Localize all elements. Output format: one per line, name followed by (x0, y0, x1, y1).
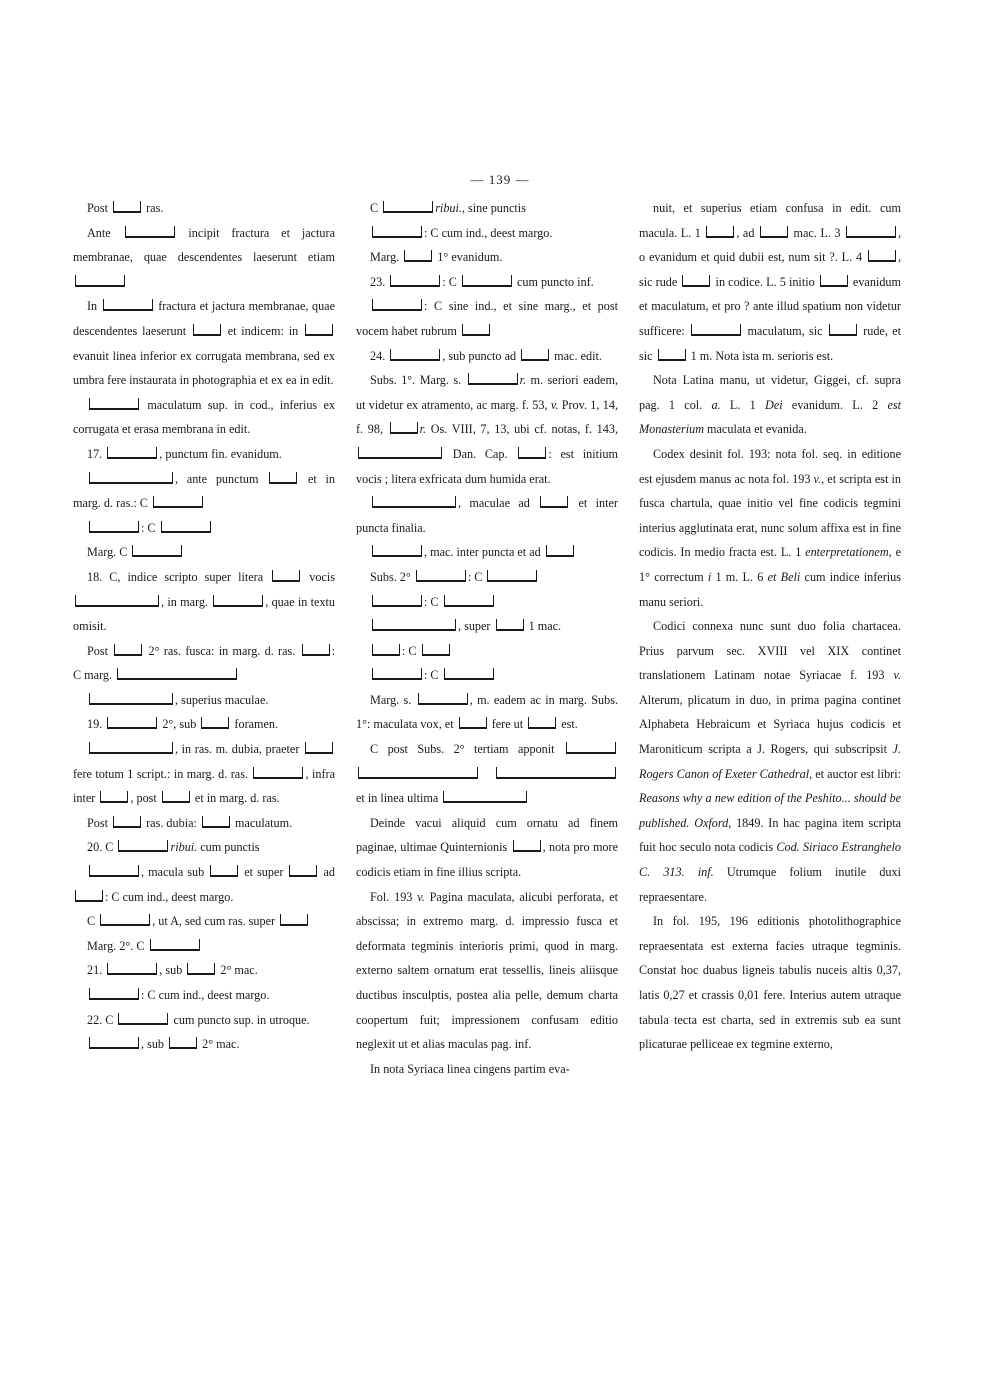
paragraph (73, 860, 335, 909)
text-run: evanidum et maculatum, et pro ? ante illud spatium non videtur sufficere: (639, 274, 901, 338)
text-run: Subs. 2° (370, 569, 414, 584)
syriac-word (75, 890, 103, 902)
text-run: incipit fractura et jactura membranae, quae descendentes laeserunt etiam (73, 225, 335, 265)
text-run: In fol. 195, 196 editionis photolithographice repraesentata est externa facies utraque tegminis. Constat hoc duabus ligneis tabulis nuceis altis 0,37, latis 0,27 et crassis 0,01 fere. Interius autem utraque tabula tecta est charta, sed in extremis sub ea sunt plicaturae pelliceae ex tegmine externo, (639, 914, 901, 1052)
syriac-word (459, 717, 487, 729)
text-run: fere totum 1 script.: in marg. d. ras. (73, 766, 252, 781)
paragraph (356, 344, 618, 369)
syriac-word (132, 545, 182, 557)
paragraph (73, 1008, 335, 1033)
syriac-word (210, 865, 238, 877)
syriac-word (521, 349, 549, 361)
syriac-word (566, 742, 616, 754)
syriac-word (462, 275, 512, 287)
italic-text: enterpretationem, (805, 545, 892, 560)
text-run: : C sine ind., et sine marg., et post vocem habet rubrum (356, 299, 618, 338)
syriac-word (372, 668, 422, 680)
syriac-word (372, 545, 422, 557)
text-run: Prov. 1, 14, f. 98, (356, 397, 618, 437)
syriac-word (846, 226, 896, 238)
syriac-word (383, 201, 433, 213)
syriac-word (462, 324, 490, 336)
text-run: , macula sub (141, 865, 209, 880)
italic-text: v. (417, 889, 425, 904)
paragraph (639, 614, 901, 909)
text-run: Deinde vacui aliquid cum ornatu ad finem paginae, ultimae Quinternionis (356, 815, 618, 855)
syriac-word (760, 226, 788, 238)
text-run: evanuit linea inferior ex corrugata membrana, sed ex umbra fere instaurata in photographia et ex ea in edit. (73, 348, 335, 388)
text-run: , maculae ad (458, 496, 539, 511)
text-run: Nota Latina manu, ut videtur, Giggei, cf. supra pag. 1 col. (639, 373, 901, 412)
text-run: Pagina maculata, alicubi perforata, et abscissa; in extremo marg. d. impressio fusca et deformata tegminis interioris primi, quod in marg. externo saltem ornatum erat tessellis, lineis aliisque ductibus insculptis, postea alia pelle, demum charta coopertum fuit; impressionem confusam editio neglexit ut et alias maculas pag. inf. (356, 889, 618, 1052)
text-run: maculatum, sic (743, 323, 827, 338)
text-run: 20. C (87, 840, 117, 855)
syriac-word (113, 201, 141, 213)
text-run: , sub (141, 1037, 168, 1052)
text-run: cum indice inferius manu seriori. (639, 569, 901, 609)
syriac-word (150, 939, 200, 951)
italic-text: ribui. (170, 840, 198, 855)
italic-text: i (707, 569, 712, 584)
text-run: ras. (143, 201, 164, 215)
paragraph (73, 688, 335, 713)
text-run: maculatum. (231, 815, 293, 830)
paragraph (356, 1057, 618, 1082)
text-run: mac. L. 3 (789, 225, 844, 240)
text-run: C (370, 201, 382, 215)
text-run: : C cum ind., deest margo. (424, 225, 553, 240)
syriac-word (100, 914, 150, 926)
syriac-word (253, 767, 303, 779)
paragraph (356, 811, 618, 885)
paragraph (356, 196, 618, 221)
syriac-word (100, 791, 128, 803)
text-run: m. seriori eadem, ut videtur ex atramento, ac marg. f. 53, (356, 373, 618, 412)
text-run: maculata et evanida. (704, 422, 807, 437)
text-run: Dan. Cap. (444, 446, 517, 461)
text-run: , in ras. m. dubia, praeter (175, 742, 303, 757)
text-run: , infra inter (73, 766, 335, 806)
syriac-word (89, 988, 139, 1000)
italic-text: a. (711, 397, 721, 412)
text-run: , quae in textu omisit. (73, 594, 335, 634)
text-run: 18. C, indice scripto super litera (87, 569, 271, 584)
text-run: 1 m. L. 6 (711, 569, 768, 584)
text-run: , punctum fin. evanidum. (159, 446, 282, 461)
paragraph (356, 663, 618, 688)
syriac-word (416, 570, 466, 582)
text-run: , m. eadem ac in marg. Subs. 1°: maculata vox, et (356, 692, 618, 732)
syriac-word (496, 619, 524, 631)
syriac-word (202, 816, 230, 828)
text-run: mac. edit. (551, 348, 602, 363)
text-run: ; litera (384, 471, 420, 486)
syriac-word (358, 447, 442, 459)
syriac-word (302, 644, 330, 656)
syriac-word (162, 791, 190, 803)
paragraph (639, 909, 901, 1057)
syriac-word (89, 472, 173, 484)
syriac-word (658, 349, 686, 361)
column-right (639, 196, 901, 1057)
paragraph (356, 294, 618, 343)
syriac-word (682, 275, 710, 287)
syriac-word (358, 767, 478, 779)
paragraph (73, 442, 335, 467)
paragraph (356, 270, 618, 295)
syriac-word (89, 1037, 139, 1049)
paragraph (356, 565, 618, 590)
syriac-word (193, 324, 221, 336)
text-run: exfricata dum humida erat. (419, 471, 551, 486)
text-run: : C cum ind., deest margo. (141, 988, 270, 1002)
italic-text: r. (419, 422, 427, 437)
syriac-word (546, 545, 574, 557)
text-run: C (87, 914, 99, 929)
text-run: cum punctis (197, 840, 260, 855)
syriac-word (372, 644, 400, 656)
text-run: L. 1 (720, 397, 766, 412)
paragraph (356, 639, 618, 664)
text-run: 23. (370, 274, 389, 289)
page-number: — 139 — (470, 172, 530, 187)
italic-text: v. (813, 471, 822, 486)
text-run: , sine punctis (461, 201, 526, 215)
syriac-word (89, 521, 139, 533)
italic-text: et Beli (767, 569, 801, 584)
text-run: : C (424, 668, 442, 683)
text-run: , nota pro more codicis etiam in fine illius scripta. (356, 840, 618, 880)
column-middle (356, 196, 618, 1081)
text-run: , mac. inter puncta et ad (424, 545, 544, 560)
syriac-word (114, 644, 142, 656)
syriac-word (75, 275, 125, 287)
syriac-word (118, 1013, 168, 1025)
italic-text: J. Rogers Canon of Exeter Cathedral, (639, 742, 901, 781)
syriac-word (691, 324, 741, 336)
syriac-word (305, 324, 333, 336)
syriac-word (444, 668, 494, 680)
italic-text: Cod. Siriaco Estranghelo C. 313. inf. (639, 840, 901, 880)
paragraph (73, 934, 335, 959)
text-run: Alterum, plicatum in duo, in prima pagina continet Alphabeta Hebraicum et Syriaca hujus codicis et Maroniticum scripta a J. Rogers, qui subscripsit (639, 692, 901, 757)
text-run: et in linea ultima (356, 791, 442, 806)
text-run: maculatum sup. in cod., inferius ex corrugata et erasa membrana in edit. (73, 397, 335, 437)
text-run: 22. C (87, 1012, 117, 1027)
syriac-word (372, 299, 422, 311)
text-run: fractura et jactura membranae, quae descendentes laeserunt (73, 299, 335, 338)
paragraph (356, 221, 618, 246)
syriac-word (443, 791, 527, 803)
text-run: in codice. L. 5 initio (712, 274, 818, 289)
text-run: : C (402, 643, 420, 658)
text-run: et in marg. d. ras.: C (73, 471, 335, 511)
text-run: , et scripta est in fusca chartula, quae initio vel fine codicis tegmini interius agglutinata erat, nunc solum affixa est in fine codicis. In medio fracta est. L. 1 (639, 471, 901, 560)
syriac-word (444, 595, 494, 607)
syriac-word (213, 595, 263, 607)
text-run: : C (424, 594, 442, 609)
text-run: 1 m. Nota ista m. serioris est. (687, 348, 834, 363)
paragraph (73, 958, 335, 983)
text-run: ad (319, 865, 335, 880)
text-run: evanidum. L. 2 (782, 397, 888, 412)
text-run: : C (467, 569, 486, 584)
paragraph (639, 368, 901, 442)
paragraph (356, 368, 618, 491)
text-run: , in marg. (161, 594, 212, 609)
syriac-word (372, 595, 422, 607)
syriac-word (487, 570, 537, 582)
syriac-word (272, 570, 300, 582)
text-run: Subs. 1°. Marg. s. (370, 373, 466, 388)
text-run: Post (87, 815, 112, 830)
italic-text: Dei (765, 397, 783, 412)
syriac-word (201, 717, 229, 729)
paragraph (356, 614, 618, 639)
paragraph (73, 983, 335, 1008)
text-run: Post (87, 201, 112, 215)
syriac-word (113, 816, 141, 828)
text-run: nuit, et superius etiam confusa in edit. cum macula. L. 1 (639, 201, 901, 240)
syriac-word (89, 398, 139, 410)
syriac-word (89, 865, 139, 877)
text-run: , post (130, 791, 160, 806)
syriac-word (868, 250, 896, 262)
syriac-word (103, 299, 153, 311)
syriac-word (372, 496, 456, 508)
paragraph (73, 540, 335, 565)
text-run: , sub (159, 963, 186, 978)
text-run: Marg. 2°. C (87, 938, 148, 953)
syriac-word (518, 447, 546, 459)
text-run: , super (458, 619, 494, 634)
syriac-word (75, 595, 159, 607)
paragraph (73, 909, 335, 934)
text-run: , ad (736, 225, 758, 240)
syriac-word (153, 496, 203, 508)
text-run: 2° ras. fusca: in marg. d. ras. (144, 643, 300, 658)
paragraph (356, 688, 618, 737)
text-run: Marg. (370, 250, 403, 265)
text-run: , sub puncto ad (442, 348, 520, 363)
text-run: In (87, 299, 101, 314)
syriac-word (390, 422, 418, 434)
text-run: , ut A, sed cum ras. super (152, 914, 279, 929)
text-run: : C cum ind., deest margo. (105, 889, 234, 904)
text-run: , o evanidum et quid dubii est, num sit ?. L. 4 (639, 225, 901, 265)
syriac-word (107, 447, 157, 459)
text-run: 1849. In hac pagina item scripta fuit hoc seculo nota codicis (639, 815, 902, 855)
syriac-word (125, 226, 175, 238)
text-run: 2° mac. (199, 1037, 240, 1052)
paragraph (73, 811, 335, 836)
text-run: 17. (87, 446, 106, 461)
text-run: In nota Syriaca linea cingens partim eva- (370, 1061, 570, 1076)
text-run: fere ut (488, 717, 527, 732)
text-run: est. (558, 717, 578, 732)
text-run: Post (87, 643, 113, 658)
text-run: 1° evanidum. (434, 250, 503, 265)
syriac-word (422, 644, 450, 656)
paragraph (73, 516, 335, 541)
syriac-word (372, 619, 456, 631)
syriac-word (117, 668, 237, 680)
syriac-word (706, 226, 734, 238)
text-run: Codex desinit fol. 193: nota fol. seq. in editione est ejusdem manus ac nota fol. 193 (639, 446, 901, 486)
text-run: Os. VIII, 7, 13, ubi cf. notas, f. 143, (426, 422, 618, 437)
text-run: 21. (87, 963, 106, 978)
syriac-word (89, 742, 173, 754)
paragraph (356, 590, 618, 615)
text-run: cum puncto sup. in utroque. (170, 1012, 310, 1027)
text-run: e 1° correctum (639, 545, 901, 584)
paragraph (356, 540, 618, 565)
text-run: Ante (87, 225, 123, 240)
paragraph (73, 737, 335, 811)
syriac-word (289, 865, 317, 877)
syriac-word (496, 767, 616, 779)
text-run: : C (442, 274, 460, 289)
paragraph (73, 1032, 335, 1057)
paragraph (356, 245, 618, 270)
syriac-word (372, 226, 422, 238)
paragraph (73, 294, 335, 392)
text-run: et indicem: in (222, 323, 303, 338)
italic-text: v. (550, 397, 559, 412)
text-run: , superius maculae. (175, 692, 269, 707)
text-run: C post Subs. 2° tertiam apponit (370, 742, 564, 757)
syriac-word (107, 717, 157, 729)
text-run: ras. dubia: (143, 815, 200, 830)
paragraph (356, 885, 618, 1057)
text-run: cum puncto inf. (513, 274, 594, 289)
text-run: et auctor est libri: (812, 766, 901, 781)
italic-text: ribui. (435, 201, 462, 215)
text-run: 1 mac. (525, 619, 562, 634)
paragraph (73, 196, 335, 221)
paragraph (356, 737, 618, 811)
paragraph (73, 835, 335, 860)
syriac-word (169, 1037, 197, 1049)
text-run: 24. (370, 348, 389, 363)
paragraph (639, 196, 901, 368)
paragraph (639, 442, 901, 614)
text-run: Codici connexa nunc sunt duo folia chartacea. Prius parvum sec. XVIII vel XIX continet translationem Latinam notae Syriacae f. 193 (639, 619, 901, 683)
syriac-word (305, 742, 333, 754)
text-run: et super (240, 865, 288, 880)
text-run: , sic rude (639, 250, 901, 289)
text-run: : C (141, 520, 159, 535)
syriac-word (390, 275, 440, 287)
italic-text: Reasons why a new edition of the Peshito... should be published. Oxford, (639, 791, 901, 830)
syriac-word (89, 693, 173, 705)
paragraph (73, 712, 335, 737)
syriac-word (820, 275, 848, 287)
paragraph (73, 393, 335, 442)
syriac-word (187, 963, 215, 975)
text-run: 2° mac. (217, 963, 258, 978)
text-run: Utrumque folium inutile duxi repraesentare. (639, 865, 901, 904)
syriac-word (404, 250, 432, 262)
text-run: et in marg. d. ras. (191, 791, 280, 806)
syriac-word (280, 914, 308, 926)
syriac-word (540, 496, 568, 508)
italic-text: v. (893, 668, 901, 683)
syriac-word (468, 373, 518, 385)
syriac-word (829, 324, 857, 336)
syriac-word (161, 521, 211, 533)
italic-text: est Monasterium (639, 397, 901, 437)
syriac-word (513, 840, 541, 852)
text-run: Marg. C (87, 545, 131, 560)
paragraph (356, 491, 618, 540)
text-run: et inter puncta finalia. (356, 496, 618, 535)
paragraph (73, 565, 335, 639)
paragraph (73, 467, 335, 516)
syriac-word (390, 349, 440, 361)
syriac-word (528, 717, 556, 729)
text-run: : C marg. (73, 643, 335, 683)
column-left (73, 196, 335, 1057)
paragraph (73, 639, 335, 688)
text-run: 19. (87, 717, 106, 732)
syriac-word (418, 693, 468, 705)
italic-text: r. (519, 373, 527, 388)
text-run (480, 767, 494, 781)
text-run: Marg. s. (370, 692, 416, 707)
paragraph (73, 221, 335, 295)
syriac-word (107, 963, 157, 975)
text-run: vocis (302, 569, 335, 584)
syriac-word (118, 840, 168, 852)
text-run: : est initium vocis (356, 446, 618, 486)
text-run: rude, et sic (639, 323, 901, 363)
text-run: foramen. (231, 717, 279, 732)
text-run: , ante punctum (175, 471, 268, 486)
text-run: Fol. 193 (370, 889, 418, 904)
syriac-word (269, 472, 297, 484)
text-run: 2°, sub (159, 717, 200, 732)
